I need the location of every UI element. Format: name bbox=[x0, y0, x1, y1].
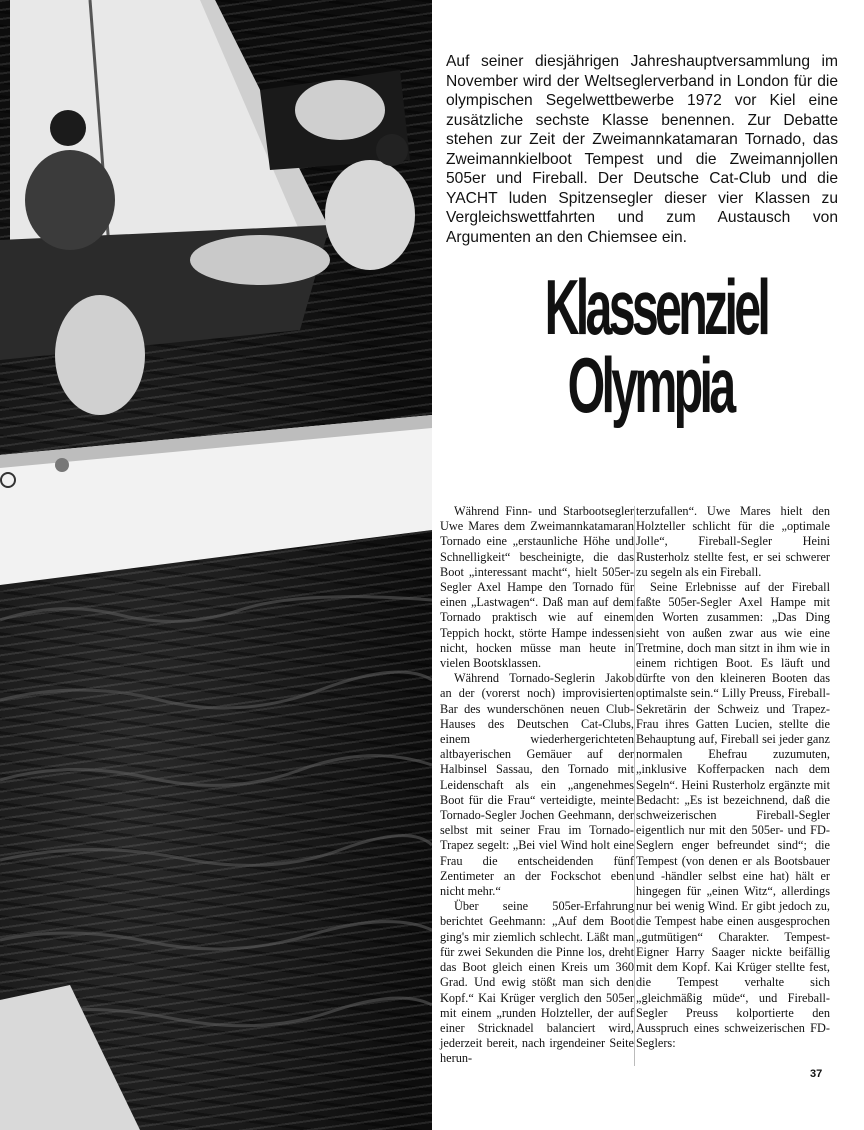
body-paragraph: terzufallen“. Uwe Mares hielt den Holzteller schlicht für die „optimale Jolle“, Fireball-Segler Heini Rusterholz stellte fest, er sei schwerer zu segeln als ein Fireball. bbox=[636, 504, 830, 579]
body-paragraph: Während Finn- und Starbootsegler Uwe Mares dem Zweimannkatamaran Tornado eine „erstaunliche Höhe und Schnelligkeit“ bescheinigte, die das Boot „interessant macht“, hielt 505er-Segler Axel Hampe den Tornado für einen „Lastwagen“. Daß man auf dem Tornado praktisch wie auf einem Teppich hockt, störte Hampe indessen nicht, hocken müsse man heute in vielen Bootsklassen. bbox=[440, 504, 634, 671]
article-title bbox=[544, 263, 768, 429]
body-paragraph: Seine Erlebnisse auf der Fireball faßte 505er-Segler Axel Hampe mit den Worten zusammen: „Das Ding sieht von außen zwar aus wie eine Tretmine, doch man sitzt in ihm wie in einem richtigen Boot. Es läuft und dürfte von den kleineren Booten das optimalste sein.“ Lilly Preuss, Fireball-Sekretärin der Schweiz und Trapez-Frau ihres Gatten Lucien, stellte die Behauptung auf, Fireball sei jeder ganz normalen Ehefrau zuzumuten, „inklusive Kofferpacken nach dem Segeln“. Heini Rusterholz ergänzte mit Bedacht: „Es ist bezeichnend, daß die schweizerischen Fireball-Segler eigentlich nur mit den 505er- und FD-Seglern enger befreundet sind“; die Tempest (von denen er als Bootsbauer und -händler selbst eine hat) hält er hingegen für „einen Witz“, allerdings nur bei wenig Wind. Er gibt jedoch zu, die Tempest habe einen ausgesprochen „gutmütigen“ Charakter. Tempest-Eigner Harry Saager nickte beifällig mit dem Kopf. Kai Krüger stellte fest, die Tempest verhalte sich „gleichmäßig müde“, und Fireball-Segler Preuss kolportierte den Ausspruch eines schweizerischen FD-Seglers: bbox=[636, 580, 830, 1051]
article-intro: Auf seiner diesjährigen Jahreshauptversammlung im November wird der Weltseglerverband in London für die olympischen Segelwettbewerbe 1972 vor Kiel eine zusätzliche sechste Klasse benennen. Zur Debatte stehen zur Zeit der Zweimannkatamaran Tornado, das Zweimannkielboot Tempest und die Zweimannjollen 505er und Fireball. Der Deutsche Cat-Club und die YACHT luden Spitzensegler dieser vier Klassen zu Vergleichswettfahrten und zum Austausch von Argumenten an den Chiemsee ein. bbox=[446, 53, 838, 246]
body-column-1 bbox=[440, 504, 634, 1067]
body-paragraph: Während Tornado-Seglerin Jakob an der (vorerst noch) improvisierten Bar des wunderschönen neuen Club-Hauses des Deutschen Cat-Clubs, einem wiederhergerichteten altbayerischen Gemäuer auf der Halbinsel Sassau, den Tornado mit Leidenschaft als ein „angenehmes Boot für die Frau“ verteidigte, meinte Tornado-Segler Jochen Geehmann, der selbst mit seiner Frau im Tornado-Trapez segelt: „Bei viel Wind holt eine Frau die entscheidenden fünf Zentimeter an der Fockschot eben nicht mehr.“ bbox=[440, 671, 634, 899]
title-line-2: Olympia bbox=[567, 341, 733, 429]
body-paragraph: Über seine 505er-Erfahrung berichtet Geehmann: „Auf dem Boot ging's mir ziemlich schlecht. Läßt man für zwei Sekunden die Pinne los, dreht das Boot gleich einen Kreis um 360 Grad. Und ewig stößt man sich den Kopf.“ Kai Krüger verglich den 505er mit einem „runden Holzteller, der auf einer Stricknadel balanciert wird, jederzeit bereit, nach irgendeiner Seite herun- bbox=[440, 899, 634, 1066]
body-column-2 bbox=[636, 504, 830, 1051]
page-number: 37 bbox=[810, 1068, 823, 1080]
title-line-1: Klassenziel bbox=[544, 263, 768, 351]
column-divider bbox=[634, 506, 635, 1066]
